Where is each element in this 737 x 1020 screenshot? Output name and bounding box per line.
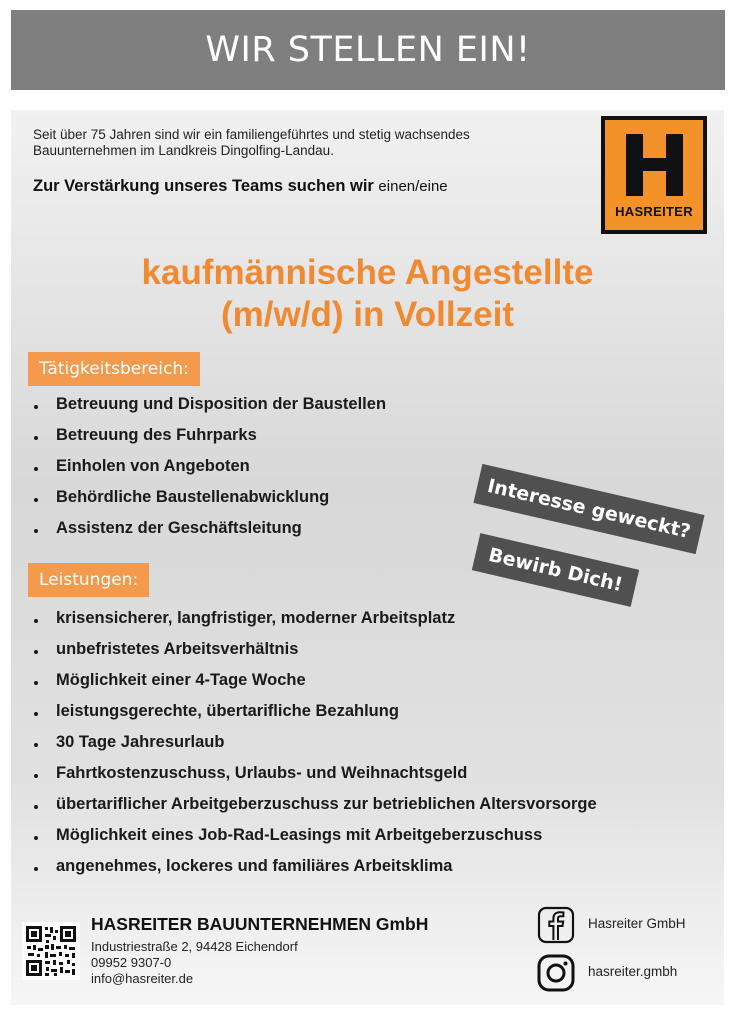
- facebook-label[interactable]: Hasreiter GmbH: [588, 916, 686, 931]
- facebook-icon[interactable]: [537, 906, 575, 944]
- qr-code-icon[interactable]: [22, 922, 80, 980]
- list-item: unbefristetes Arbeitsverhältnis: [31, 636, 597, 667]
- list-item: leistungsgerechte, übertarifliche Bezahlung: [31, 698, 597, 729]
- list-item: krisensicherer, langfristiger, moderner Arbeitsplatz: [31, 605, 597, 636]
- team-sentence-bold: Zur Verstärkung unseres Teams suchen wir: [33, 177, 374, 195]
- logo-h-mark: [626, 134, 683, 196]
- company-name: HASREITER BAUUNTERNEHMEN GmbH: [91, 914, 429, 934]
- list-item: 30 Tage Jahresurlaub: [31, 729, 597, 760]
- job-title: [11, 252, 724, 336]
- list-item: Möglichkeit einer 4-Tage Woche: [31, 667, 597, 698]
- taetigkeiten-list: [31, 391, 386, 546]
- page-header: [11, 10, 725, 90]
- instagram-label[interactable]: hasreiter.gmbh: [588, 964, 678, 979]
- job-title-line-2: (m/w/d) in Vollzeit: [221, 295, 514, 334]
- company-email[interactable]: info@hasreiter.de: [91, 971, 194, 986]
- header-title: WIR STELLEN EIN!: [205, 30, 531, 70]
- callout-interest: Interesse geweckt?: [473, 464, 704, 554]
- list-item: angenehmes, lockeres und familiäres Arbeitsklima: [31, 853, 597, 884]
- job-title-line-1: kaufmännische Angestellte: [141, 253, 594, 292]
- hasreiter-logo: [601, 116, 707, 234]
- list-item: Assistenz der Geschäftsleitung: [31, 515, 386, 546]
- list-item: Behördliche Baustellenabwicklung: [31, 484, 386, 515]
- list-item: Einholen von Angeboten: [31, 453, 386, 484]
- intro-line-2: Bauunternehmen im Landkreis Dingolfing-Landau.: [33, 143, 334, 158]
- job-ad-panel: [11, 110, 724, 1005]
- section-label-leistungen: Leistungen:: [28, 563, 149, 597]
- callout-apply: Bewirb Dich!: [472, 533, 639, 607]
- section-label-taetigkeiten: Tätigkeitsbereich:: [28, 352, 200, 386]
- company-phone[interactable]: 09952 9307-0: [91, 955, 172, 970]
- team-sentence-tail: einen/eine: [378, 178, 448, 195]
- leistungen-list: [31, 605, 597, 884]
- company-intro: [33, 127, 573, 159]
- intro-line-1: Seit über 75 Jahren sind wir ein familiengeführtes und stetig wachsendes: [33, 127, 470, 142]
- instagram-icon[interactable]: [537, 954, 575, 992]
- company-address: Industriestraße 2, 94428 Eichendorf: [91, 939, 298, 954]
- team-sentence: [33, 177, 448, 196]
- list-item: Möglichkeit eines Job-Rad-Leasings mit Arbeitgeberzuschuss: [31, 822, 597, 853]
- logo-orange-field: [605, 120, 703, 230]
- logo-wordmark: HASREITER: [615, 204, 693, 219]
- list-item: Betreuung des Fuhrparks: [31, 422, 386, 453]
- list-item: Betreuung und Disposition der Baustellen: [31, 391, 386, 422]
- company-contact: [91, 939, 298, 987]
- list-item: übertariflicher Arbeitgeberzuschuss zur betrieblichen Altersvorsorge: [31, 791, 597, 822]
- list-item: Fahrtkostenzuschuss, Urlaubs- und Weihnachtsgeld: [31, 760, 597, 791]
